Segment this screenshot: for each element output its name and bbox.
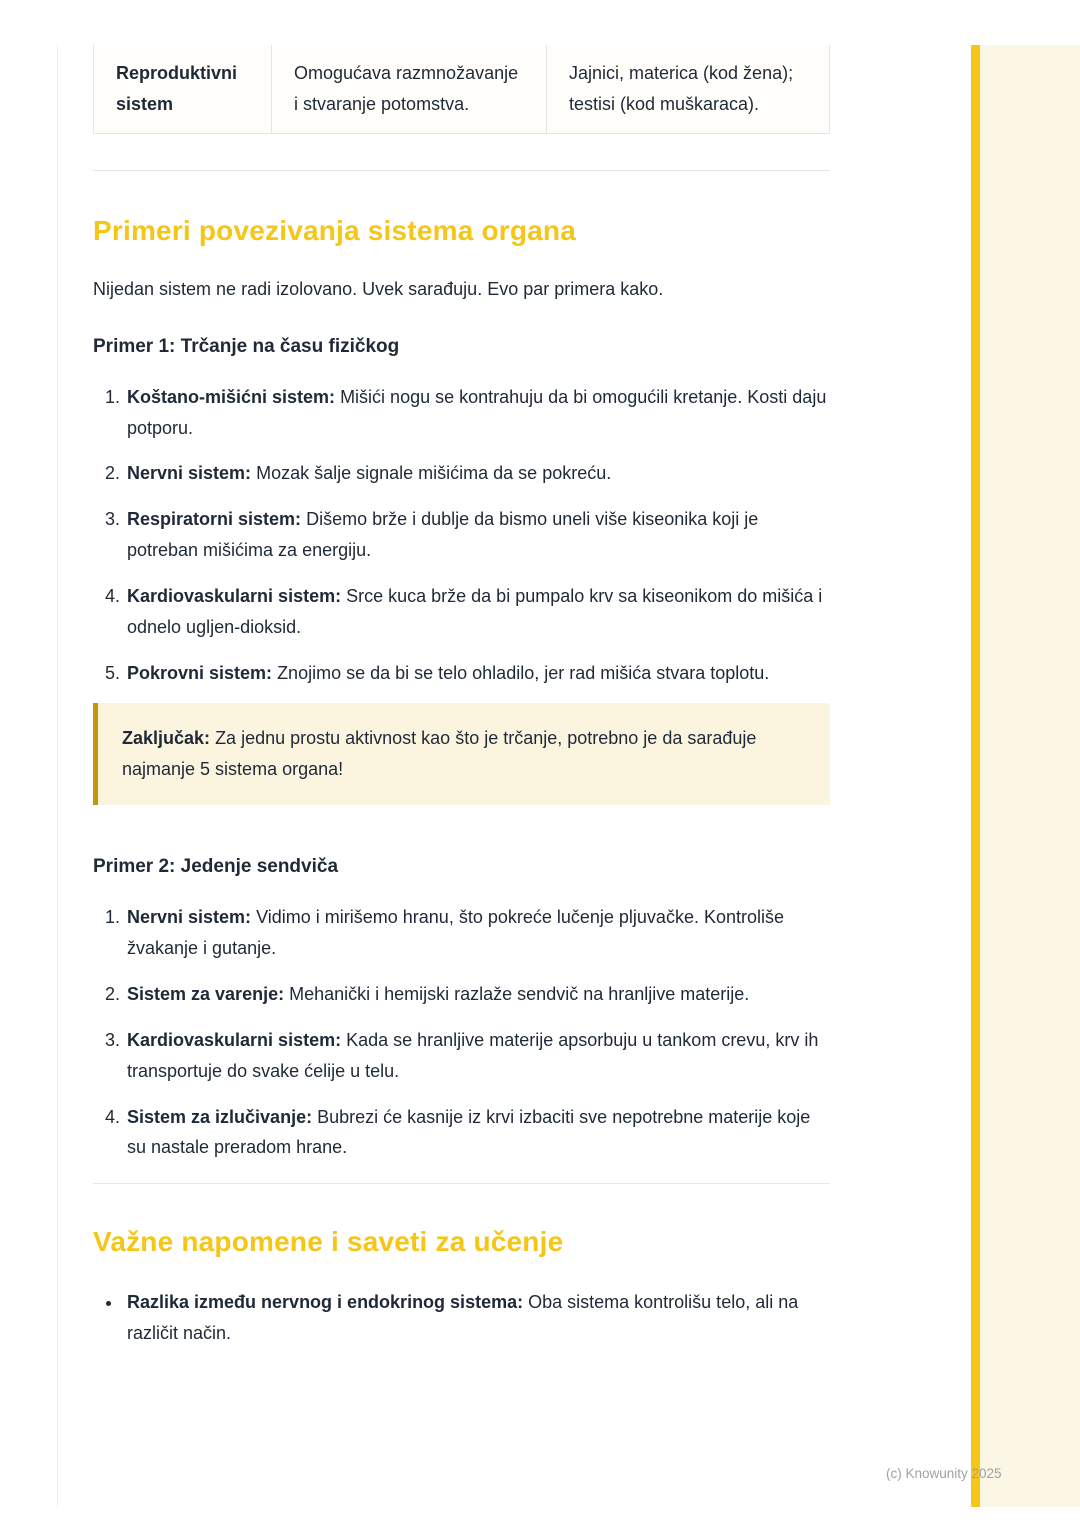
item-text: Srce kuca brže da bi pumpalo krv sa kiseonikom do mišića i odnelo ugljen-dioksid.: [127, 586, 823, 638]
system-name-label: Respiratorni sistem:: [127, 509, 302, 530]
item-text: Vidimo i mirišemo hranu, što pokreće lučenje pljuvačke. Kontroliše žvakanje i gutanje.: [127, 906, 784, 958]
notes-list: [93, 1287, 830, 1349]
document-content: [93, 0, 830, 1363]
system-name-label: Nervni sistem:: [127, 906, 252, 927]
conclusion-callout: [93, 703, 830, 805]
item-text: Kada se hranljive materije apsorbuju u tankom crevu, krv ih transportuje do svake ćelije u telu.: [127, 1029, 819, 1081]
list-item: [125, 1025, 830, 1087]
section-intro: Nijedan sistem ne radi izolovano. Uvek sarađuju. Evo par primera kako.: [93, 278, 664, 299]
table-cell-function: Omogućava razmnožavanje i stvaranje potomstva.: [272, 45, 547, 133]
section-heading-examples: Primeri povezivanja sistema organa: [93, 214, 577, 246]
system-name-label: Nervni sistem:: [127, 463, 252, 484]
list-item: [125, 458, 830, 489]
list-item: [125, 504, 830, 566]
system-name-label: Sistem za varenje:: [127, 983, 285, 1004]
system-name-label: Sistem za izlučivanje:: [127, 1106, 313, 1127]
item-text: Bubrezi će kasnije iz krvi izbaciti sve nepotrebne materije koje su nastale preradom hrane.: [127, 1106, 811, 1158]
list-item: [125, 979, 830, 1010]
item-text: Znojimo se da bi se telo ohladilo, jer rad mišića stvara toplotu.: [277, 663, 770, 684]
callout-text: Za jednu prostu aktivnost kao što je trčanje, potrebno je da sarađuje najmanje 5 sistema organa!: [122, 728, 757, 780]
system-name-label: Kardiovaskularni sistem:: [127, 586, 342, 607]
example2-title: Primer 2: Jedenje sendviča: [93, 856, 339, 878]
example1-title: Primer 1: Trčanje na času fizičkog: [93, 335, 400, 357]
section-divider: [93, 1183, 830, 1184]
item-text: Mozak šalje signale mišićima da se pokreću.: [256, 463, 612, 484]
accent-stripe: [971, 45, 980, 1507]
note-label: Razlika između nervnog i endokrinog sistema:: [127, 1292, 524, 1313]
list-item: [125, 902, 830, 964]
system-name-label: Kardiovaskularni sistem:: [127, 1029, 342, 1050]
item-text: Dišemo brže i dublje da bismo uneli više kiseonika koji je potreban mišićima za energiju.: [127, 509, 759, 561]
item-text: Mišići nogu se kontrahuju da bi omogućili kretanje. Kosti daju potporu.: [127, 386, 827, 438]
item-text: Oba sistema kontrolišu telo, ali na različit način.: [127, 1292, 799, 1344]
example2-steps-list: [93, 902, 830, 1164]
section-divider: [93, 170, 830, 171]
copyright-watermark: (c) Knowunity 2025: [886, 1466, 1002, 1481]
system-name-label: Koštano-mišićni sistem:: [127, 386, 336, 407]
list-item: [125, 382, 830, 444]
list-item: [125, 658, 830, 689]
page-edge-line: [57, 45, 58, 1507]
right-margin-band: [980, 45, 1080, 1507]
table-cell-system: Reproduktivni sistem: [94, 45, 272, 133]
list-item: [125, 1102, 830, 1164]
example1-steps-list: [93, 382, 830, 690]
system-name-label: Pokrovni sistem:: [127, 663, 273, 684]
list-item: [125, 581, 830, 643]
organ-systems-table-row: [93, 45, 830, 134]
list-item: [123, 1287, 830, 1349]
table-cell-organs: Jajnici, materica (kod žena); testisi (kod muškaraca).: [569, 63, 794, 114]
item-text: Mehanički i hemijski razlaže sendvič na hranljive materije.: [289, 983, 750, 1004]
section-heading-notes: Važne napomene i saveti za učenje: [93, 1226, 564, 1258]
callout-label: Zaključak:: [122, 728, 211, 749]
